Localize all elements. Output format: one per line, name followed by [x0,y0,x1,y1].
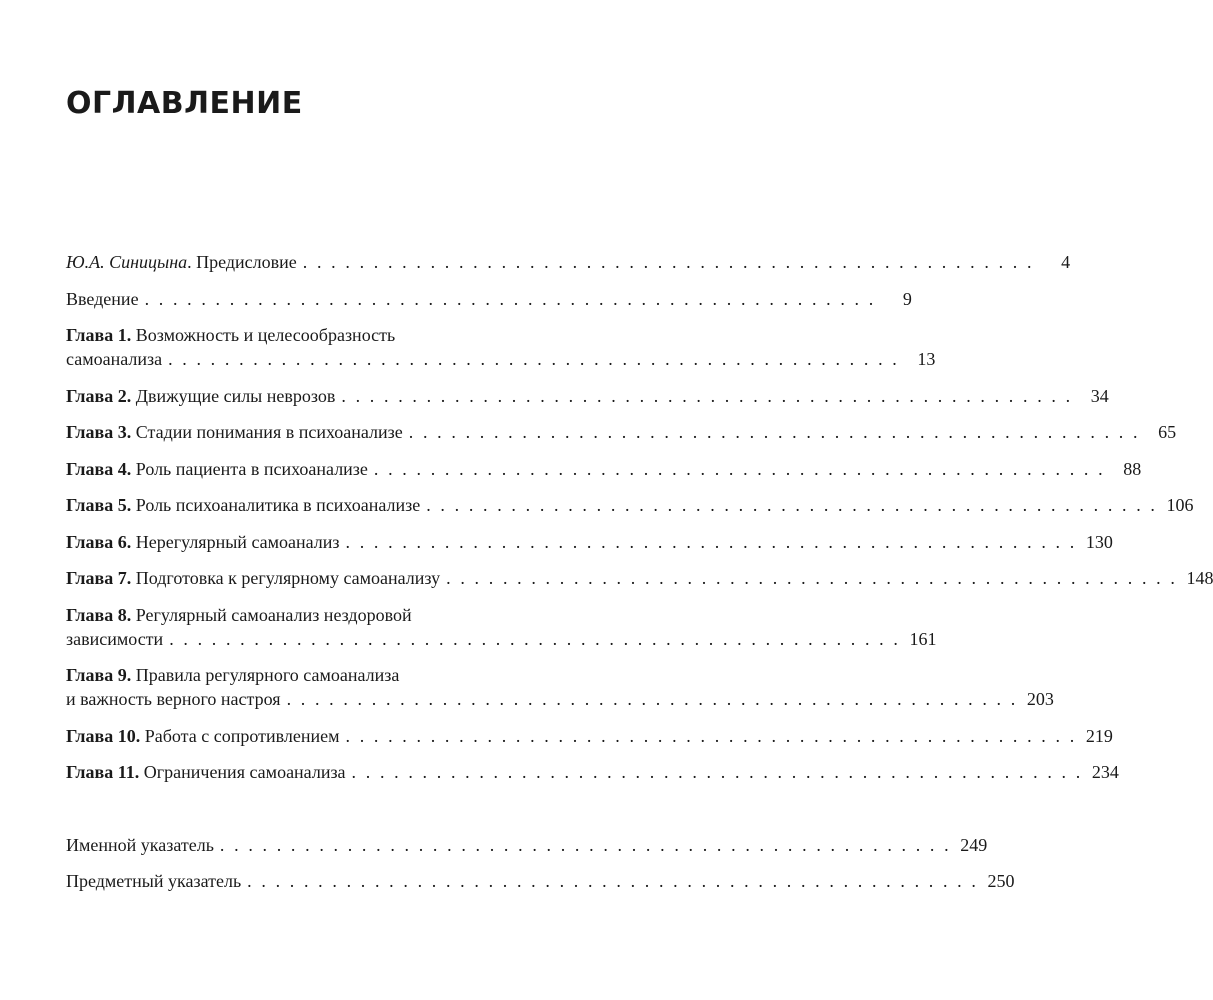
toc-entry-author: Ю.А. Синицына [66,252,188,272]
toc-entry-title: Движущие силы неврозов [131,385,336,406]
toc-entry-first-line [66,323,566,347]
chapter-label: Глава 9. [66,665,132,685]
chapter-label: Глава 4. [66,458,132,479]
toc-entry-chapter-7[interactable] [66,566,1213,590]
toc-entry-first-line [66,603,566,627]
toc-entry-title: Именной указатель [66,834,214,855]
toc-page-number: 148 [1186,568,1213,588]
toc-entry-title: Работа с сопротивлением [140,725,340,746]
dot-leader: . . . . . . . . . . . . . . . . . . . . . . . . . . . . . . . . . . . . . . . . . . . . . . . . . . . . [345,531,1077,552]
chapter-label: Глава 8. [66,604,132,625]
dot-leader: . . . . . . . . . . . . . . . . . . . . . . . . . . . . . . . . . . . . . . . . . . . . . . . . . . . . [341,385,1073,406]
toc-page-number: 9 [902,288,912,309]
toc-entry-introduction[interactable] [66,287,912,311]
dot-leader: . . . . . . . . . . . . . . . . . . . . . . . . . . . . . . . . . . . . . . . . . . . . . . . . . . . . [144,288,876,309]
chapter-label: Глава 1. [66,325,132,345]
toc-entry-chapter-8[interactable] [66,603,937,651]
toc-page-number: 4 [1061,252,1071,272]
toc-page-number: 203 [1026,689,1054,709]
toc-entry-text [66,566,440,590]
toc-entry-chapter-6[interactable] [66,530,1113,554]
dot-leader: . . . . . . . . . . . . . . . . . . . . . . . . . . . . . . . . . . . . . . . . . . . . . . . . . . . . [446,568,1178,588]
chapter-label: Глава 7. [66,568,132,588]
toc-entry-text [66,250,297,274]
toc-entry-title-continued: зависимости [66,628,164,649]
toc-page-number: 250 [987,871,1015,891]
table-of-contents [66,250,1213,906]
toc-entry-title: Правила регулярного самоанализа [131,665,400,685]
chapter-label: Глава 3. [66,422,132,442]
toc-entry-first-line [66,663,566,687]
toc-entry-text [66,457,368,481]
toc-entry-title: Ограничения самоанализа [139,762,346,782]
toc-page-number: 13 [917,349,936,369]
toc-entry-title: Предметный указатель [66,871,242,891]
toc-entry-title: Роль психоаналитика в психоанализе [131,495,421,515]
dot-leader: . . . . . . . . . . . . . . . . . . . . . . . . . . . . . . . . . . . . . . . . . . . . . . . . . . . . [247,871,979,891]
toc-entry-title-continued: и важность верного настроя [66,689,281,709]
dot-leader: . . . . . . . . . . . . . . . . . . . . . . . . . . . . . . . . . . . . . . . . . . . . . . . . . . . . [169,628,901,649]
toc-entry-text [66,493,420,517]
toc-entry-title: Регулярный самоанализ нездоровой [131,604,412,625]
toc-entry-text [66,384,335,408]
toc-entry-chapter-2[interactable] [66,384,1109,408]
toc-entry-text [66,724,340,748]
toc-page-number: 219 [1085,725,1113,746]
page-title: ОГЛАВЛЕНИЕ [66,86,303,121]
toc-page-number: 65 [1158,422,1177,442]
toc-page-number: 34 [1090,385,1109,406]
dot-leader: . . . . . . . . . . . . . . . . . . . . . . . . . . . . . . . . . . . . . . . . . . . . . . . . . . . . [426,495,1158,515]
toc-entry-title: Нерегулярный самоанализ [131,531,340,552]
dot-leader: . . . . . . . . . . . . . . . . . . . . . . . . . . . . . . . . . . . . . . . . . . . . . . . . . . . . [302,252,1035,272]
toc-entry-title: Возможность и целесообразность [131,325,396,345]
chapter-label: Глава 2. [66,385,132,406]
toc-page-number: 234 [1091,762,1119,782]
dot-leader: . . . . . . . . . . . . . . . . . . . . . . . . . . . . . . . . . . . . . . . . . . . . . . . . . . . . [373,458,1106,479]
toc-entry-chapter-3[interactable] [66,420,1177,444]
toc-page-number: 88 [1123,458,1142,479]
toc-entry-subject-index[interactable] [66,869,1015,893]
toc-entry-title: . Предисловие [187,252,297,272]
toc-page-number: 106 [1166,495,1194,515]
toc-entry-title: Введение [66,288,139,309]
chapter-label: Глава 11. [66,762,140,782]
dot-leader: . . . . . . . . . . . . . . . . . . . . . . . . . . . . . . . . . . . . . . . . . . . . . . . . . . . . [408,422,1141,442]
toc-entry-chapter-10[interactable] [66,724,1113,748]
toc-entry-chapter-1[interactable] [66,323,936,371]
toc-page-number: 130 [1085,531,1113,552]
section-spacer [66,797,566,833]
toc-entry-title: Роль пациента в психоанализе [131,458,368,479]
dot-leader: . . . . . . . . . . . . . . . . . . . . . . . . . . . . . . . . . . . . . . . . . . . . . . . . . . . . [286,689,1018,709]
toc-entry-text [66,420,403,444]
chapter-label: Глава 5. [66,495,132,515]
toc-entry-title: Стадии понимания в психоанализе [131,422,403,442]
dot-leader: . . . . . . . . . . . . . . . . . . . . . . . . . . . . . . . . . . . . . . . . . . . . . . . . . . . . [219,834,952,855]
toc-entry-chapter-9[interactable] [66,663,1054,711]
toc-entry-title-continued: самоанализа [66,349,163,369]
dot-leader: . . . . . . . . . . . . . . . . . . . . . . . . . . . . . . . . . . . . . . . . . . . . . . . . . . . . [168,349,900,369]
toc-entry-text [66,760,346,784]
dot-leader: . . . . . . . . . . . . . . . . . . . . . . . . . . . . . . . . . . . . . . . . . . . . . . . . . . . . [351,762,1083,782]
toc-entry-chapter-11[interactable] [66,760,1119,784]
chapter-label: Глава 10. [66,725,141,746]
toc-entry-title: Подготовка к регулярному самоанализу [131,568,441,588]
dot-leader: . . . . . . . . . . . . . . . . . . . . . . . . . . . . . . . . . . . . . . . . . . . . . . . . . . . . [345,725,1077,746]
toc-entry-text [66,530,340,554]
toc-entry-chapter-4[interactable] [66,457,1142,481]
toc-entry-preface[interactable] [66,250,1071,274]
chapter-label: Глава 6. [66,531,132,552]
toc-page-number: 249 [960,834,988,855]
toc-page-number: 161 [909,628,937,649]
toc-entry-chapter-5[interactable] [66,493,1194,517]
toc-entry-name-index[interactable] [66,833,988,857]
